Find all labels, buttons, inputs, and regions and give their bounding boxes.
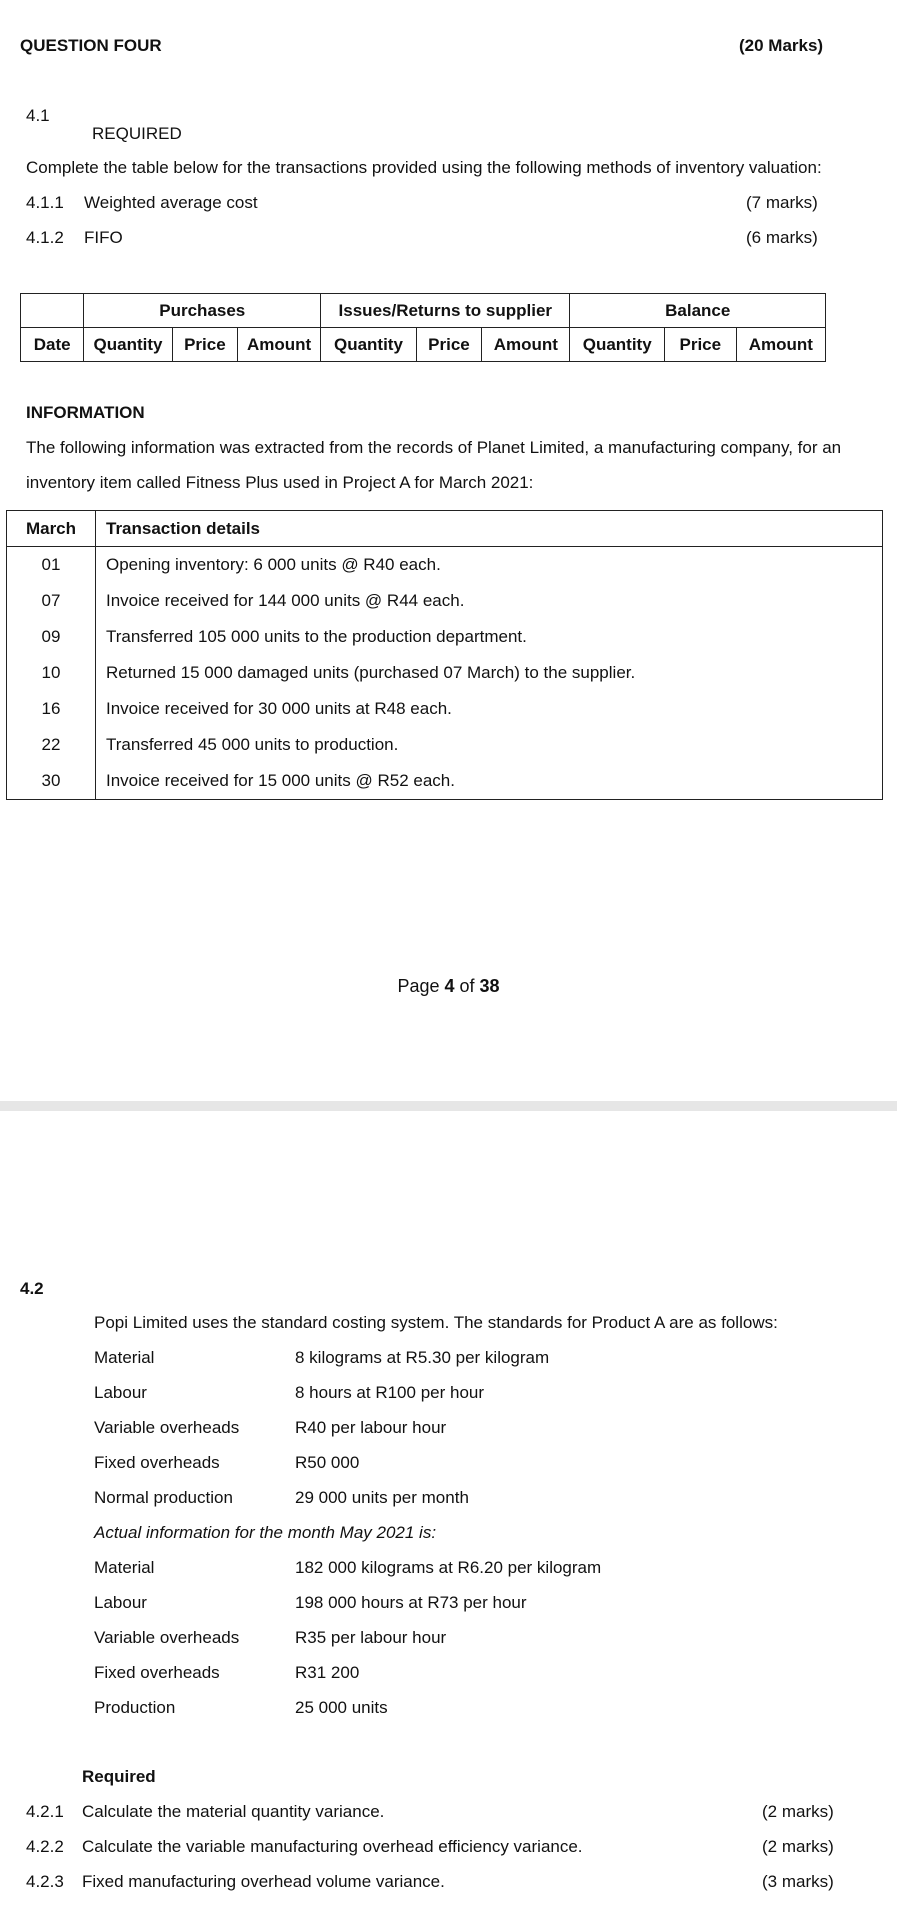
method-number: 4.1.1 [26,193,64,212]
standard-value: 8 hours at R100 per hour [295,1383,485,1402]
standard-label: Normal production [94,1488,233,1507]
page-separator [0,1101,897,1111]
actual-value: 25 000 units [295,1698,388,1717]
transactions-header-row [7,511,883,547]
question-number: 4.2.3 [26,1872,64,1891]
actual-label: Labour [94,1593,147,1612]
transaction-day: 10 [7,655,96,691]
instruction-text: Complete the table below for the transactions provided using the following methods of inventory valuation: [26,158,822,177]
question-text: Fixed manufacturing overhead volume variance. [82,1872,445,1891]
price-header: Price [416,328,481,362]
information-text-line2: inventory item called Fitness Plus used in Project A for March 2021: [26,473,534,492]
transaction-detail: Returned 15 000 damaged units (purchased 07 March) to the supplier. [96,655,883,691]
standard-value: R40 per labour hour [295,1418,447,1437]
question-text: Calculate the material quantity variance. [82,1802,385,1821]
transaction-detail: Invoice received for 144 000 units @ R44 each. [96,583,883,619]
actual-value: R31 200 [295,1663,360,1682]
table-row [7,691,883,727]
price-header: Price [664,328,736,362]
table-row [7,763,883,800]
required-label: REQUIRED [92,124,182,143]
actual-value: 198 000 hours at R73 per hour [295,1593,527,1612]
actual-value: 182 000 kilograms at R6.20 per kilogram [295,1558,602,1577]
standard-value: R50 000 [295,1453,360,1472]
transaction-detail: Invoice received for 15 000 units @ R52 each. [96,763,883,800]
amount-header: Amount [482,328,570,362]
standard-value: 29 000 units per month [295,1488,469,1507]
details-header: Transaction details [96,511,883,547]
transaction-day: 01 [7,547,96,584]
quantity-header: Quantity [570,328,665,362]
method-number: 4.1.2 [26,228,64,247]
footer-prefix: Page [397,976,445,996]
table-row [7,655,883,691]
standard-value: 8 kilograms at R5.30 per kilogram [295,1348,550,1367]
information-text-line1: The following information was extracted from the records of Planet Limited, a manufacturing company, for an [26,438,842,457]
transaction-detail: Transferred 45 000 units to production. [96,727,883,763]
question-4-2-number: 4.2 [20,1279,44,1298]
question-marks: (2 marks) [762,1837,834,1856]
required-heading: Required [82,1767,156,1786]
transaction-detail: Invoice received for 30 000 units at R48 each. [96,691,883,727]
question-4-2-intro: Popi Limited uses the standard costing system. The standards for Product A are as follows: [94,1313,778,1332]
transaction-day: 16 [7,691,96,727]
question-number: 4.2.1 [26,1802,64,1821]
standard-label: Material [94,1348,155,1367]
date-header: Date [21,328,84,362]
transaction-day: 30 [7,763,96,800]
question-number: 4.2.2 [26,1837,64,1856]
method-marks: (7 marks) [746,193,818,212]
actual-label: Production [94,1698,176,1717]
method-marks: (6 marks) [746,228,818,247]
actual-info-heading: Actual information for the month May 2021 is: [94,1523,437,1542]
table-row [7,547,883,584]
transaction-day: 09 [7,619,96,655]
information-label: INFORMATION [26,403,145,422]
valuation-sub-header-row [21,328,826,362]
question-text: Calculate the variable manufacturing overhead efficiency variance. [82,1837,583,1856]
table-row [7,583,883,619]
transactions-table [6,510,883,800]
transaction-detail: Opening inventory: 6 000 units @ R40 each. [96,547,883,584]
table-row [7,727,883,763]
standard-label: Labour [94,1383,147,1402]
amount-header: Amount [238,328,321,362]
standard-label: Variable overheads [94,1418,240,1437]
transaction-detail: Transferred 105 000 units to the production department. [96,619,883,655]
group-header-purchases: Purchases [84,294,321,328]
method-label: FIFO [84,228,123,247]
march-header: March [7,511,96,547]
question-marks: (2 marks) [762,1802,834,1821]
question-marks: (3 marks) [762,1872,834,1891]
standard-label: Fixed overheads [94,1453,220,1472]
method-label: Weighted average cost [84,193,258,212]
price-header: Price [172,328,237,362]
amount-header: Amount [736,328,825,362]
table-row [7,619,883,655]
actual-label: Variable overheads [94,1628,240,1647]
question-heading: QUESTION FOUR [20,36,162,55]
valuation-group-header-row [21,294,826,328]
actual-value: R35 per labour hour [295,1628,447,1647]
actual-label: Material [94,1558,155,1577]
quantity-header: Quantity [321,328,417,362]
empty-cell [21,294,84,328]
group-header-issues: Issues/Returns to supplier [321,294,570,328]
actual-label: Fixed overheads [94,1663,220,1682]
footer-total-pages: 38 [479,976,500,996]
subquestion-number: 4.1 [26,106,50,125]
transaction-day: 22 [7,727,96,763]
question-marks: (20 Marks) [739,36,824,55]
valuation-table [20,293,826,362]
page-footer [0,976,897,997]
transaction-day: 07 [7,583,96,619]
group-header-balance: Balance [570,294,826,328]
quantity-header: Quantity [84,328,172,362]
footer-middle: of [454,976,480,996]
footer-current-page: 4 [444,976,455,996]
